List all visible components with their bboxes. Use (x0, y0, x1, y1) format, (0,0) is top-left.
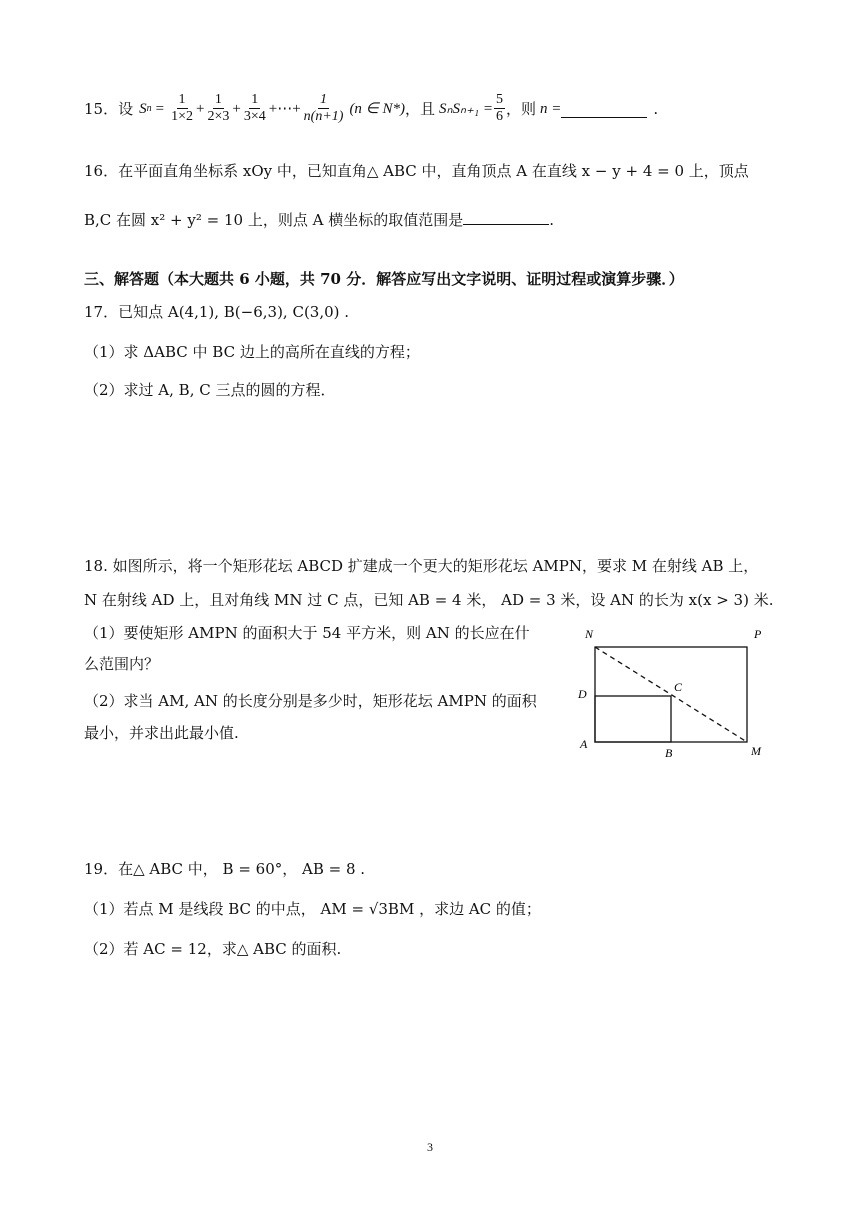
label-A: A (580, 737, 588, 751)
rect-ABCD (595, 696, 671, 742)
label-P: P (754, 627, 762, 641)
q16-line-2: B,C 在圆 x² + y² = 10 上，则点 A 横坐标的取值范围是 . (84, 211, 554, 229)
label-C: C (674, 680, 683, 694)
label-N: N (585, 627, 594, 641)
label-B: B (665, 746, 673, 760)
q15-ask: n = (540, 100, 562, 117)
q19-stem: 19．在△ ABC 中， B = 60°， AB = 8 . (84, 860, 366, 878)
q15-last-term: $\frac{1}{n(n+1)}$ (303, 92, 344, 125)
q19-part-2: （2）若 AC = 12，求△ ABC 的面积. (84, 940, 342, 958)
q15-value: $\frac{5}{6}$ (495, 92, 503, 125)
q16-answer-blank[interactable] (463, 210, 549, 225)
q15-ellipsis: +⋯+ (268, 100, 301, 117)
q15-mid: ，且 (405, 99, 436, 118)
q15-lhs-sub: n (146, 102, 152, 114)
q17-part-1: （1）求 ΔABC 中 BC 边上的高所在直线的方程； (84, 343, 420, 361)
q15-term-2: $\frac{1}{2\times 3}$ (207, 92, 230, 125)
q18-line-1: 18. 如图所示，将一个矩形花坛 ABCD 扩建成一个更大的矩形花坛 AMPN，要求 M 在射线 AB 上， (84, 557, 759, 575)
q15-post: ，则 (505, 99, 536, 118)
label-M: M (751, 744, 761, 758)
q15-number: 15． (84, 99, 119, 118)
page-number: 3 (427, 1140, 433, 1154)
q17-part-2: （2）求过 A, B, C 三点的圆的方程． (84, 381, 336, 399)
q18-part-2b: 最小，并求出此最小值. (84, 724, 239, 742)
label-D: D (578, 687, 587, 701)
q15-term-1: $\frac{1}{1\times 2}$ (171, 92, 193, 125)
q18-part-2a: （2）求当 AM, AN 的长度分别是多少时，矩形花坛 AMPN 的面积 (84, 692, 537, 710)
q15-pre: 设 (118, 99, 134, 118)
q17-stem: 17．已知点 A(4,1), B(−6,3), C(3,0) . (84, 303, 350, 321)
section-3-title: 三、解答题（本大题共 6 小题，共 70 分．解答应写出文字说明、证明过程或演算步骤．） (84, 270, 684, 288)
q15-answer-blank[interactable] (561, 99, 647, 118)
question-15: 15． 设 S n = $\frac{1}{1\times 2}$ + $\frac{1}{2\times 3}$ + $\frac{1}{3\times 4}$ +⋯+ $\frac{1}{n(n+1)}$ (n ∈ N*) ，且 SₙSₙ₊₁ = $\frac{5}{6}$ ，则 n = . (84, 92, 659, 125)
q18-part-1a: （1）要使矩形 AMPN 的面积大于 54 平方米，则 AN 的长应在什 (84, 624, 530, 642)
q16-line-1: 16．在平面直角坐标系 xOy 中，已知直角△ ABC 中，直角顶点 A 在直线 x − y + 4 = 0 上，顶点 (84, 162, 749, 180)
rectangle-figure (576, 624, 776, 764)
q15-term-3: $\frac{1}{3\times 4}$ (243, 92, 266, 125)
q15-product: SₙSₙ₊₁ = (439, 100, 493, 117)
q15-lhs: S (139, 100, 147, 117)
q18-line-2: N 在射线 AD 上，且对角线 MN 过 C 点，已知 AB = 4 米， AD = 3 米，设 AN 的长为 x(x > 3) 米. (84, 591, 774, 609)
q19-part-1: （1）若点 M 是线段 BC 的中点， AM = √3BM ，求边 AC 的值； (84, 900, 541, 918)
q15-domain: (n ∈ N*) (349, 100, 405, 117)
q18-part-1b: 么范围内？ (84, 655, 160, 673)
